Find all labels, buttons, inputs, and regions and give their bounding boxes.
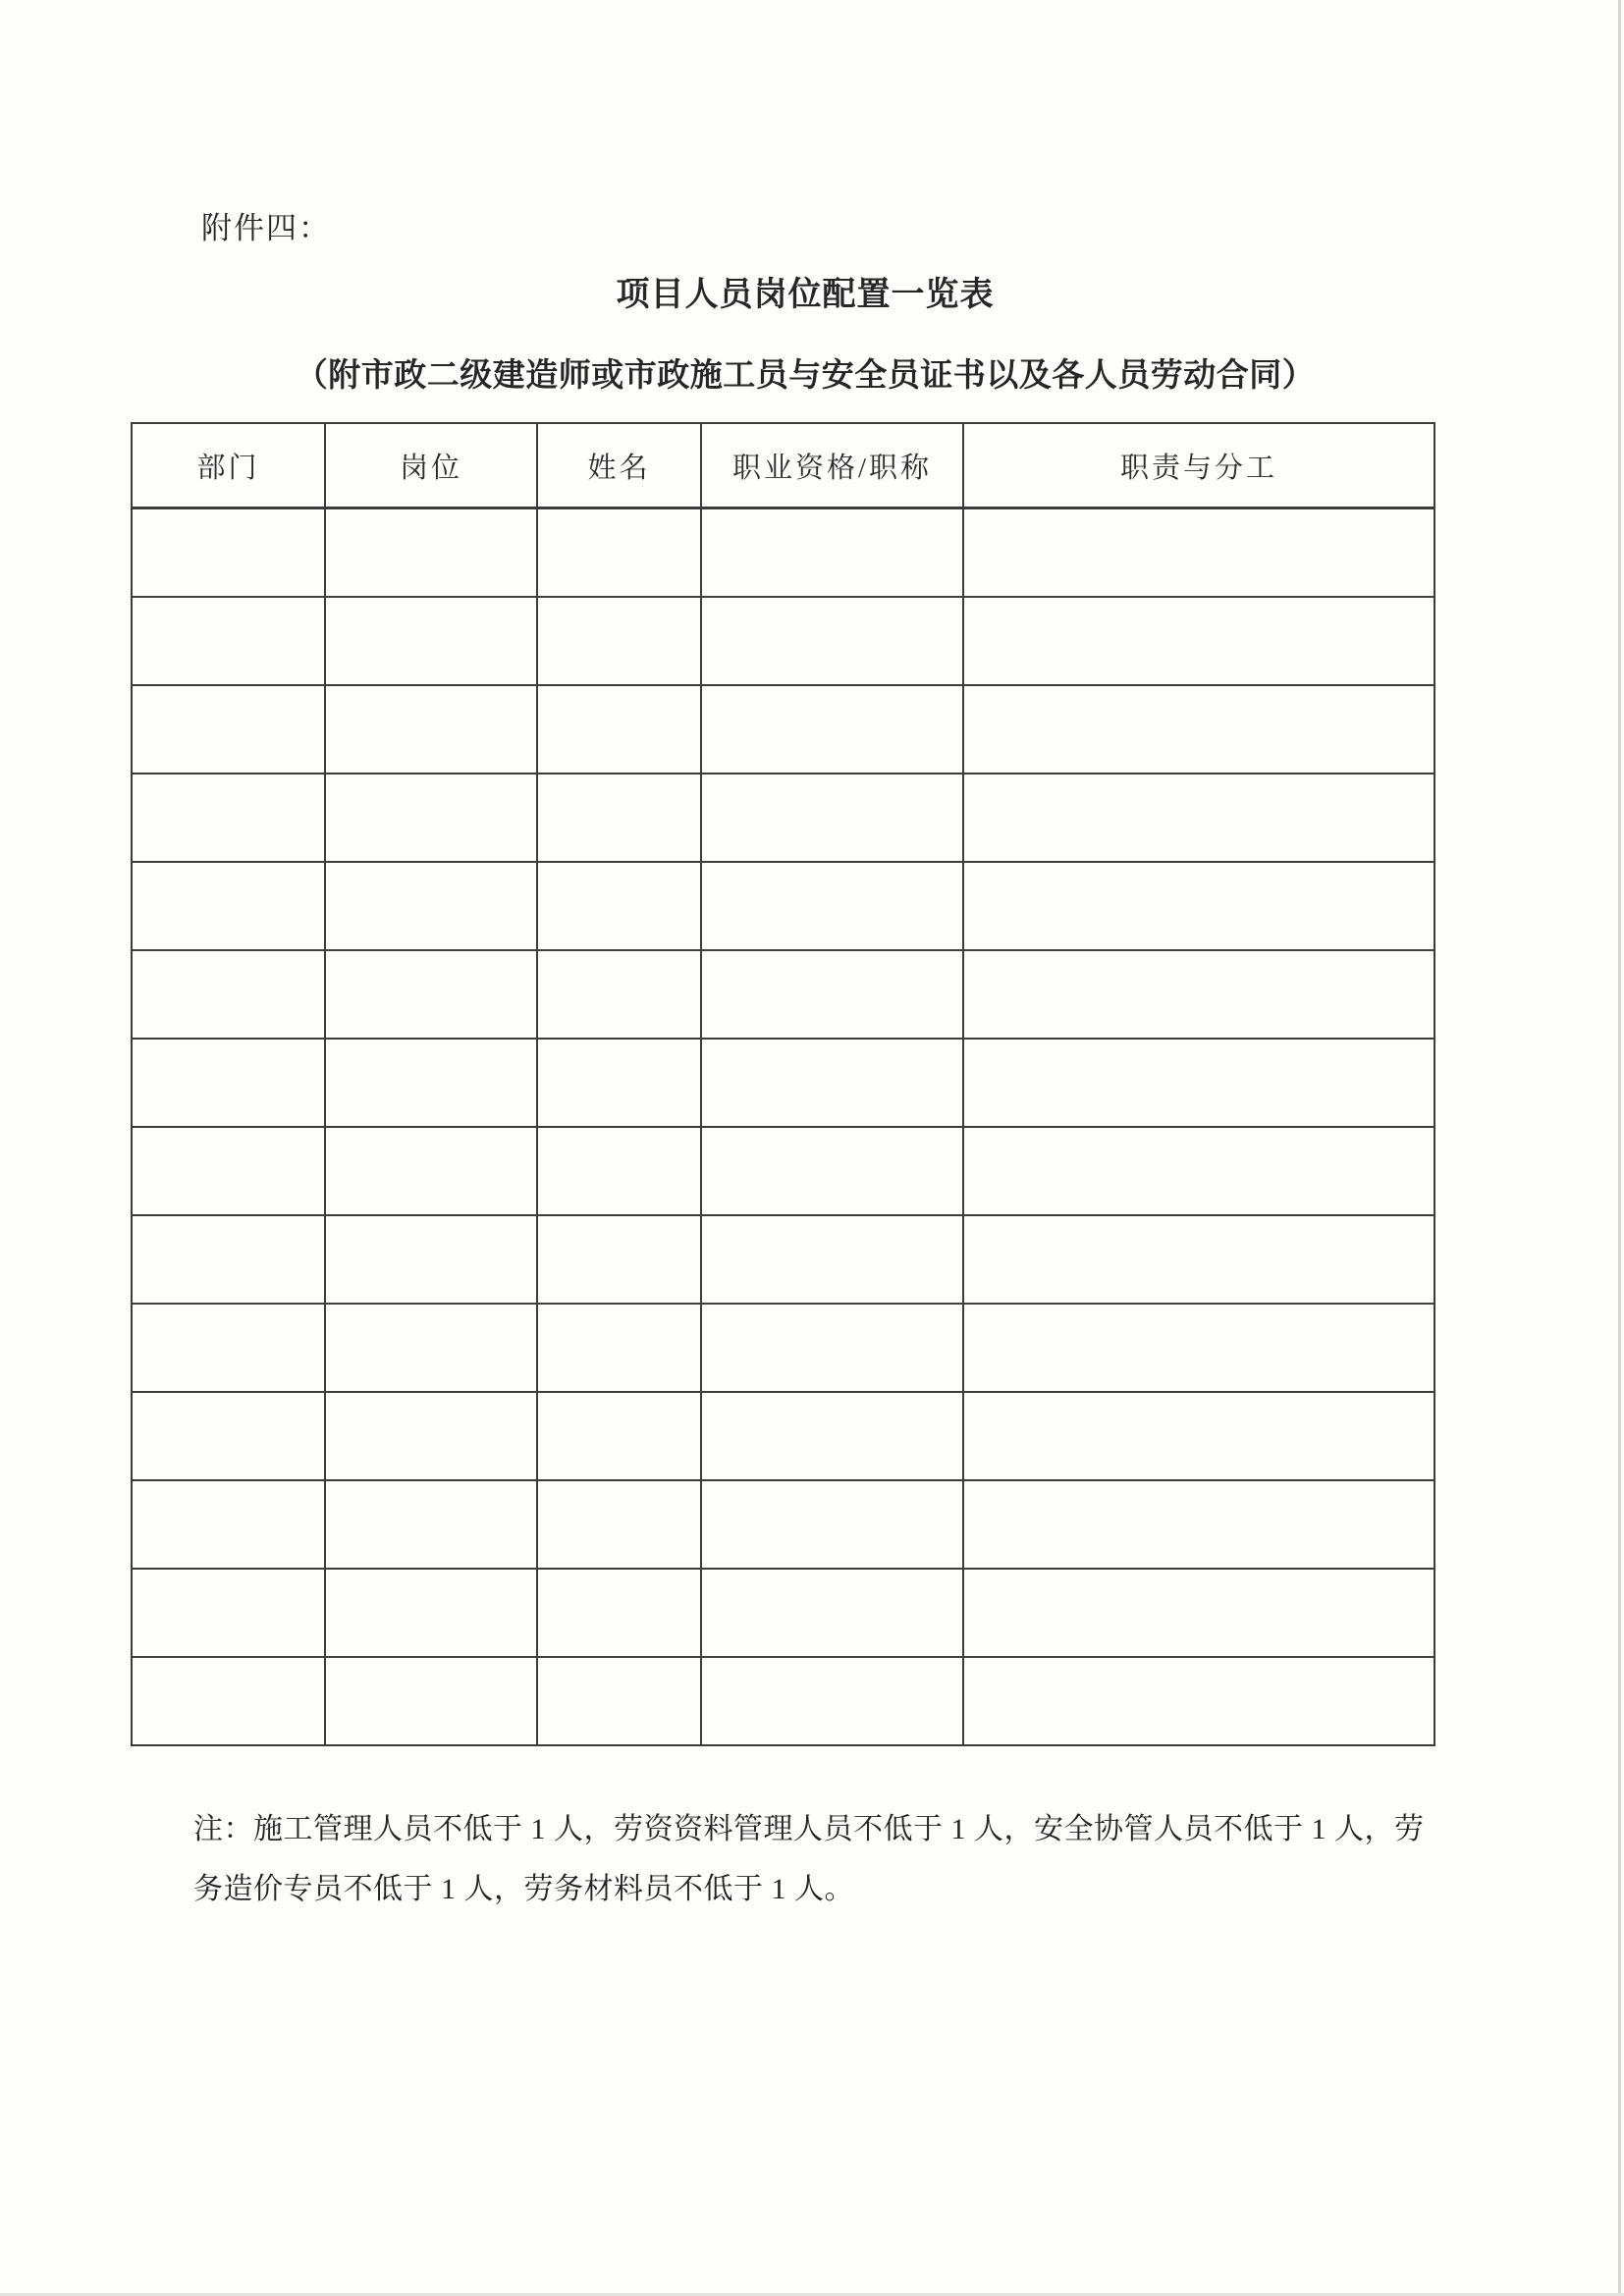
table-row bbox=[132, 950, 1435, 1039]
table-cell bbox=[963, 1392, 1435, 1480]
table-cell bbox=[132, 1127, 325, 1215]
table-cell bbox=[537, 1127, 701, 1215]
column-header-2: 岗位 bbox=[325, 423, 537, 508]
table-cell bbox=[537, 1569, 701, 1657]
table-cell bbox=[325, 1392, 537, 1480]
table-cell bbox=[701, 1215, 963, 1304]
table-cell bbox=[701, 1569, 963, 1657]
table-cell bbox=[963, 774, 1435, 862]
table-row bbox=[132, 774, 1435, 862]
table-cell bbox=[701, 597, 963, 685]
attachment-label: 附件四： bbox=[201, 211, 331, 245]
table-header-row bbox=[132, 423, 1435, 508]
table-cell bbox=[325, 597, 537, 685]
scan-edge-artifact-right bbox=[1618, 0, 1621, 2296]
table-cell bbox=[701, 1039, 963, 1127]
table-cell bbox=[963, 950, 1435, 1039]
column-header-5: 职责与分工 bbox=[963, 423, 1435, 508]
table-cell bbox=[537, 1480, 701, 1569]
table-cell bbox=[132, 862, 325, 950]
table-row bbox=[132, 597, 1435, 685]
table-cell bbox=[537, 774, 701, 862]
table-cell bbox=[963, 1569, 1435, 1657]
table-cell bbox=[325, 685, 537, 774]
table-cell bbox=[701, 1480, 963, 1569]
table-cell bbox=[963, 1039, 1435, 1127]
table-cell bbox=[132, 1304, 325, 1392]
table-cell bbox=[963, 508, 1435, 598]
table-row bbox=[132, 862, 1435, 950]
personnel-table bbox=[131, 422, 1435, 1746]
table-row bbox=[132, 1480, 1435, 1569]
table-cell bbox=[325, 1215, 537, 1304]
table-cell bbox=[325, 1304, 537, 1392]
table-cell bbox=[325, 862, 537, 950]
table-cell bbox=[963, 1215, 1435, 1304]
table-cell bbox=[325, 508, 537, 598]
footnote-line-1: 注：施工管理人员不低于 1 人，劳资资料管理人员不低于 1 人，安全协管人员不低于 1 人，劳 bbox=[193, 1813, 1425, 1845]
table-cell bbox=[701, 1304, 963, 1392]
table-cell bbox=[325, 950, 537, 1039]
table-row bbox=[132, 508, 1435, 598]
table-row bbox=[132, 1304, 1435, 1392]
table-cell bbox=[325, 1039, 537, 1127]
table-cell bbox=[701, 1392, 963, 1480]
table-cell bbox=[325, 1657, 537, 1745]
table-cell bbox=[132, 685, 325, 774]
table-cell bbox=[537, 685, 701, 774]
table-cell bbox=[537, 1392, 701, 1480]
table-cell bbox=[963, 1304, 1435, 1392]
table-cell bbox=[963, 862, 1435, 950]
table-cell bbox=[132, 597, 325, 685]
table-cell bbox=[132, 950, 325, 1039]
table-cell bbox=[701, 685, 963, 774]
table-cell bbox=[963, 1657, 1435, 1745]
table-cell bbox=[132, 774, 325, 862]
table-cell bbox=[963, 1480, 1435, 1569]
table-cell bbox=[132, 1480, 325, 1569]
table-cell bbox=[537, 862, 701, 950]
table-cell bbox=[701, 1127, 963, 1215]
table-cell bbox=[701, 862, 963, 950]
table-cell bbox=[132, 1657, 325, 1745]
table-cell bbox=[963, 685, 1435, 774]
table-row bbox=[132, 1392, 1435, 1480]
table-row bbox=[132, 1127, 1435, 1215]
table-cell bbox=[325, 1569, 537, 1657]
table-cell bbox=[132, 1569, 325, 1657]
table-cell bbox=[325, 774, 537, 862]
column-header-1: 部门 bbox=[132, 423, 325, 508]
table-cell bbox=[537, 1304, 701, 1392]
table-cell bbox=[537, 1657, 701, 1745]
table-cell bbox=[132, 1392, 325, 1480]
table-cell bbox=[537, 1039, 701, 1127]
table-cell bbox=[963, 1127, 1435, 1215]
table-row bbox=[132, 1215, 1435, 1304]
footnote bbox=[193, 1799, 1425, 1919]
table-cell bbox=[963, 597, 1435, 685]
table-row bbox=[132, 685, 1435, 774]
table-cell bbox=[132, 1215, 325, 1304]
table-cell bbox=[132, 508, 325, 598]
table-cell bbox=[537, 597, 701, 685]
table-cell bbox=[701, 950, 963, 1039]
table-row bbox=[132, 1039, 1435, 1127]
table-row bbox=[132, 1657, 1435, 1745]
table-row bbox=[132, 1569, 1435, 1657]
table-cell bbox=[537, 1215, 701, 1304]
table-cell bbox=[537, 950, 701, 1039]
page-title: 项目人员岗位配置一览表 bbox=[616, 277, 995, 313]
table-body bbox=[132, 508, 1435, 1746]
footnote-line-2: 务造价专员不低于 1 人，劳务材料员不低于 1 人。 bbox=[193, 1873, 854, 1905]
table-cell bbox=[325, 1480, 537, 1569]
table-cell bbox=[701, 508, 963, 598]
column-header-3: 姓名 bbox=[537, 423, 701, 508]
table-cell bbox=[132, 1039, 325, 1127]
table-cell bbox=[701, 1657, 963, 1745]
table-cell bbox=[325, 1127, 537, 1215]
column-header-4: 职业资格/职称 bbox=[701, 423, 963, 508]
table-cell bbox=[701, 774, 963, 862]
table-cell bbox=[537, 508, 701, 598]
page-subtitle: （附市政二级建造师或市政施工员与安全员证书以及各人员劳动合同） bbox=[295, 358, 1316, 394]
